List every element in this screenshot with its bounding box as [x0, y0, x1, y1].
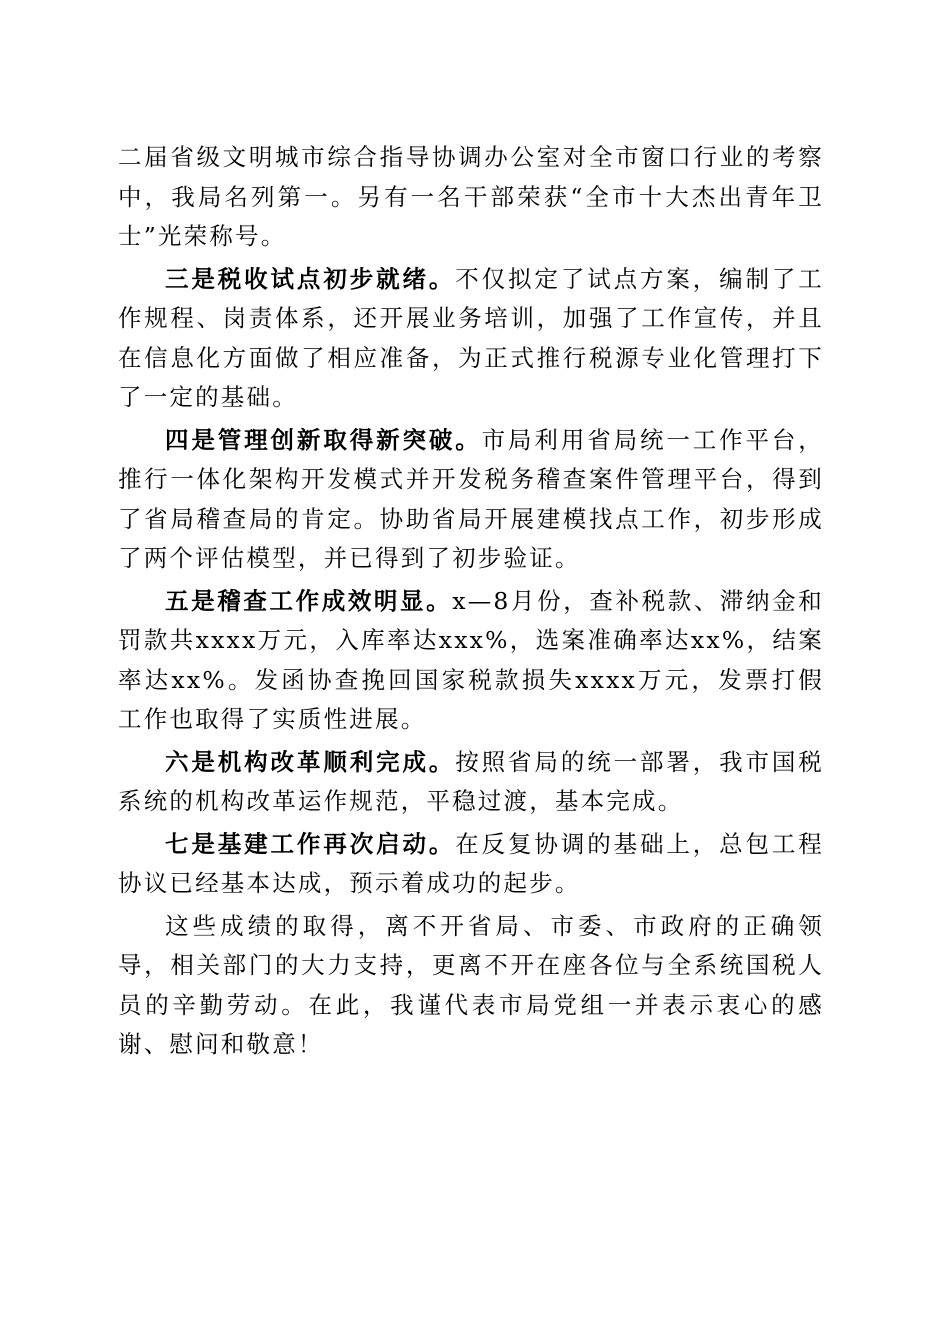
paragraph-text: 二届省级文明城市综合指导协调办公室对全市窗口行业的考察中，我局名列第一。另有一名干部荣获“全市十大杰出青年卫士”光荣称号。 [118, 143, 824, 250]
paragraph-lead: 四是管理创新取得新突破。 [165, 425, 482, 454]
paragraph-inspection-results [118, 582, 824, 740]
paragraph-lead: 三是税收试点初步就绪。 [165, 264, 456, 293]
paragraph-lead: 六是机构改革顺利完成。 [165, 747, 456, 776]
paragraph-lead: 七是基建工作再次启动。 [165, 829, 456, 858]
paragraph-tax-pilot [118, 260, 824, 418]
paragraph-text: x—8月份，查补税款、滞纳金和罚款共xxxx万元，入库率达xxx%，选案准确率达xx%，结案率达xx%。发函协查挽回国家税款损失xxxx万元，发票打假工作也取得了实质性进展。 [118, 586, 824, 733]
paragraph-infrastructure [118, 825, 824, 904]
paragraph-management-innovation [118, 421, 824, 579]
paragraph-acknowledgement [118, 907, 824, 1065]
paragraph-text: 市局利用省局统一工作平台，推行一体化架构开发模式并开发税务稽查案件管理平台，得到了省局稽查局的肯定。协助省局开展建模找点工作，初步形成了两个评估模型，并已得到了初步验证。 [118, 425, 824, 572]
paragraph-text: 按照省局的统一部署，我市国税系统的机构改革运作规范，平稳过渡，基本完成。 [118, 747, 824, 815]
paragraph-text: 在反复协调的基础上，总包工程协议已经基本达成，预示着成功的起步。 [118, 829, 824, 897]
document-body [118, 138, 824, 1068]
paragraph-text: 这些成绩的取得，离不开省局、市委、市政府的正确领导，相关部门的大力支持，更离不开在座各位与全系统国税人员的辛勤劳动。在此，我谨代表市局党组一并表示衷心的感谢、慰问和敬意！ [118, 911, 824, 1058]
paragraph-institutional-reform [118, 743, 824, 822]
paragraph-lead: 五是稽查工作成效明显。 [165, 586, 453, 615]
paragraph-continued [118, 138, 824, 257]
paragraph-text: 不仅拟定了试点方案，编制了工作规程、岗责体系，还开展业务培训，加强了工作宣传，并且在信息化方面做了相应准备，为正式推行税源专业化管理打下了一定的基础。 [118, 264, 824, 411]
